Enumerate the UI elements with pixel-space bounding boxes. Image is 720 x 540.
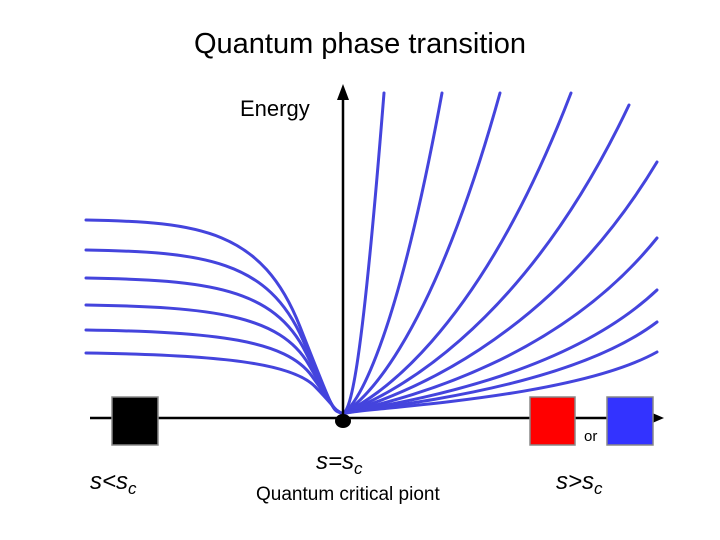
phase-label-middle-subscript: c [354,459,363,478]
critical-point-dot [335,414,351,428]
phase-label-left-op: < [102,468,117,495]
phase-label-left [90,468,137,499]
phase-label-middle-sub-base: s [342,448,355,475]
disordered-phase-square-red [530,397,575,445]
phase-label-middle [316,448,363,479]
diagram-title: Quantum phase transition [193,28,527,60]
or-label: or [584,428,598,445]
left-energy-levels [86,220,343,414]
phase-label-right-var: s [556,468,568,495]
phase-label-right-sub-base: s [582,468,595,495]
energy-axis-label: Energy [240,96,310,121]
phase-label-left-subscript: c [128,479,137,498]
right-energy-levels [343,93,657,414]
right-energy-level-4 [343,93,571,414]
left-energy-level-1 [86,220,343,414]
phase-label-right-subscript: c [594,479,603,498]
phase-label-middle-var: s [316,448,328,475]
phase-label-left-var: s [90,468,102,495]
critical-point-label: Quantum critical piont [256,484,440,505]
disordered-phase-square-blue [607,397,653,445]
phase-label-left-sub-base: s [116,468,129,495]
energy-axis-arrowhead [337,84,349,100]
right-energy-level-3 [343,93,500,414]
ordered-phase-square [112,397,158,445]
phase-label-right [556,468,603,499]
right-energy-level-1 [343,93,384,414]
phase-label-right-op: > [568,468,583,495]
phase-label-middle-op: = [328,448,343,475]
